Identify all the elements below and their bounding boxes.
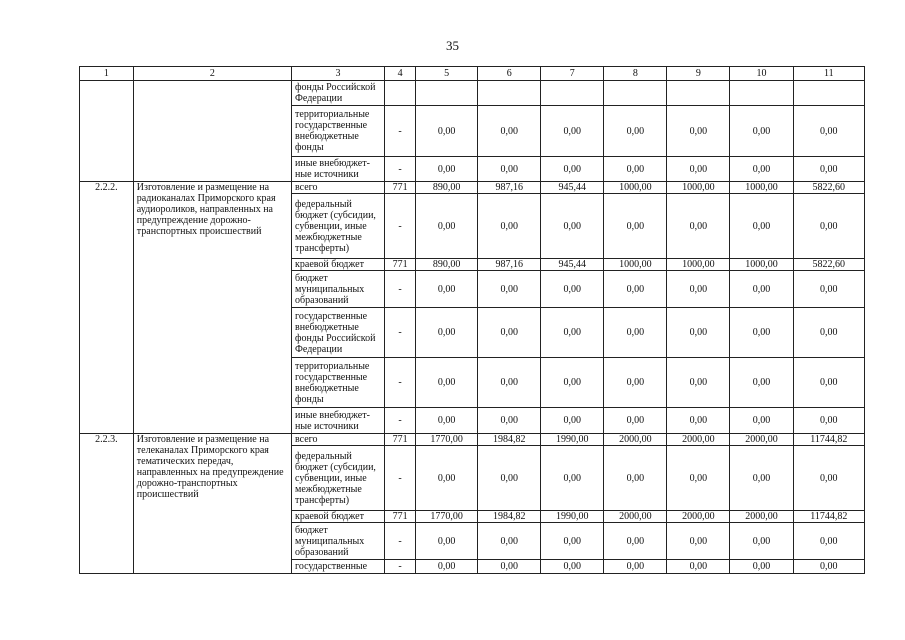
value-cell: 0,00 bbox=[416, 194, 478, 259]
value-cell: 1770,00 bbox=[416, 434, 478, 446]
value-cell: 0,00 bbox=[541, 408, 604, 434]
value-cell bbox=[416, 81, 478, 106]
value-cell: 0,00 bbox=[793, 194, 864, 259]
table-row bbox=[80, 81, 865, 106]
value-cell: 0,00 bbox=[541, 446, 604, 511]
budget-code-cell: 771 bbox=[385, 182, 416, 194]
value-cell bbox=[730, 81, 793, 106]
funding-source-cell: краевой бюджет bbox=[292, 511, 385, 523]
value-cell: 0,00 bbox=[478, 523, 541, 560]
value-cell: 0,00 bbox=[416, 271, 478, 308]
budget-code-cell: - bbox=[385, 106, 416, 157]
value-cell: 0,00 bbox=[416, 523, 478, 560]
value-cell: 0,00 bbox=[793, 446, 864, 511]
value-cell: 987,16 bbox=[478, 259, 541, 271]
budget-code-cell: - bbox=[385, 358, 416, 408]
value-cell: 0,00 bbox=[416, 308, 478, 358]
value-cell: 987,16 bbox=[478, 182, 541, 194]
funding-source-cell: иные внебюджет-ные источники bbox=[292, 408, 385, 434]
value-cell: 0,00 bbox=[793, 560, 864, 574]
budget-code-cell: 771 bbox=[385, 434, 416, 446]
value-cell: 0,00 bbox=[416, 408, 478, 434]
funding-source-cell: всего bbox=[292, 434, 385, 446]
value-cell: 0,00 bbox=[541, 308, 604, 358]
value-cell: 0,00 bbox=[667, 560, 730, 574]
value-cell: 1000,00 bbox=[730, 182, 793, 194]
budget-code-cell: - bbox=[385, 560, 416, 574]
value-cell: 0,00 bbox=[604, 523, 667, 560]
value-cell: 1000,00 bbox=[604, 182, 667, 194]
value-cell: 0,00 bbox=[793, 523, 864, 560]
value-cell: 945,44 bbox=[541, 182, 604, 194]
table-row bbox=[80, 434, 865, 446]
budget-code-cell: - bbox=[385, 157, 416, 182]
value-cell bbox=[793, 81, 864, 106]
value-cell: 0,00 bbox=[541, 560, 604, 574]
budget-code-cell bbox=[385, 81, 416, 106]
budget-code-cell: - bbox=[385, 194, 416, 259]
value-cell: 0,00 bbox=[667, 157, 730, 182]
value-cell bbox=[667, 81, 730, 106]
value-cell: 2000,00 bbox=[604, 434, 667, 446]
value-cell: 0,00 bbox=[541, 358, 604, 408]
table-row bbox=[80, 182, 865, 194]
value-cell: 0,00 bbox=[793, 106, 864, 157]
value-cell: 0,00 bbox=[478, 157, 541, 182]
value-cell: 0,00 bbox=[730, 446, 793, 511]
value-cell: 1000,00 bbox=[667, 182, 730, 194]
value-cell bbox=[541, 81, 604, 106]
value-cell: 0,00 bbox=[416, 446, 478, 511]
funding-source-cell: территориальные государственные внебюджетные фонды bbox=[292, 358, 385, 408]
budget-code-cell: - bbox=[385, 446, 416, 511]
value-cell: 0,00 bbox=[730, 523, 793, 560]
value-cell: 0,00 bbox=[667, 446, 730, 511]
value-cell: 0,00 bbox=[604, 106, 667, 157]
value-cell: 5822,60 bbox=[793, 259, 864, 271]
header-cell: 1 bbox=[80, 67, 134, 81]
value-cell: 1000,00 bbox=[604, 259, 667, 271]
value-cell: 0,00 bbox=[667, 358, 730, 408]
value-cell: 890,00 bbox=[416, 259, 478, 271]
value-cell: 0,00 bbox=[793, 308, 864, 358]
value-cell: 0,00 bbox=[478, 560, 541, 574]
header-cell: 9 bbox=[667, 67, 730, 81]
value-cell: 0,00 bbox=[416, 157, 478, 182]
header-cell: 7 bbox=[541, 67, 604, 81]
funding-source-cell: федеральный бюджет (субсидии, субвенции, иные межбюджетные трансферты) bbox=[292, 446, 385, 511]
value-cell: 0,00 bbox=[541, 523, 604, 560]
header-cell: 2 bbox=[133, 67, 291, 81]
value-cell: 0,00 bbox=[730, 157, 793, 182]
value-cell: 0,00 bbox=[604, 408, 667, 434]
item-number-cell bbox=[80, 81, 134, 182]
value-cell bbox=[478, 81, 541, 106]
header-cell: 11 bbox=[793, 67, 864, 81]
value-cell: 1990,00 bbox=[541, 434, 604, 446]
funding-source-cell: бюджет муниципальных образований bbox=[292, 523, 385, 560]
value-cell: 890,00 bbox=[416, 182, 478, 194]
value-cell: 0,00 bbox=[604, 560, 667, 574]
value-cell: 0,00 bbox=[604, 446, 667, 511]
value-cell: 0,00 bbox=[604, 358, 667, 408]
budget-code-cell: - bbox=[385, 408, 416, 434]
header-cell: 10 bbox=[730, 67, 793, 81]
value-cell: 1990,00 bbox=[541, 511, 604, 523]
value-cell: 945,44 bbox=[541, 259, 604, 271]
value-cell: 0,00 bbox=[793, 358, 864, 408]
value-cell: 11744,82 bbox=[793, 434, 864, 446]
value-cell: 0,00 bbox=[667, 408, 730, 434]
value-cell: 0,00 bbox=[667, 106, 730, 157]
budget-code-cell: - bbox=[385, 271, 416, 308]
budget-code-cell: 771 bbox=[385, 511, 416, 523]
value-cell: 0,00 bbox=[793, 408, 864, 434]
value-cell: 0,00 bbox=[730, 271, 793, 308]
value-cell: 0,00 bbox=[541, 106, 604, 157]
value-cell: 0,00 bbox=[416, 358, 478, 408]
value-cell: 0,00 bbox=[793, 157, 864, 182]
value-cell: 0,00 bbox=[730, 308, 793, 358]
item-name-cell: Изготовление и размещение на радиоканалах Приморского края аудиороликов, направленных на предупреждение дорожно-транспортных происшествий bbox=[133, 182, 291, 434]
value-cell: 0,00 bbox=[416, 560, 478, 574]
budget-code-cell: 771 bbox=[385, 259, 416, 271]
value-cell: 2000,00 bbox=[667, 434, 730, 446]
value-cell bbox=[604, 81, 667, 106]
header-cell: 6 bbox=[478, 67, 541, 81]
page-number: 35 bbox=[446, 38, 459, 53]
item-name-cell: Изготовление и размещение на телеканалах Приморского края тематических передач, направленных на предупреждение дорожно-транспортных происшествий bbox=[133, 434, 291, 574]
funding-source-cell: федеральный бюджет (субсидии, субвенции, иные межбюджетные трансферты) bbox=[292, 194, 385, 259]
funding-source-cell: территориальные государственные внебюджетные фонды bbox=[292, 106, 385, 157]
value-cell: 1000,00 bbox=[730, 259, 793, 271]
value-cell: 11744,82 bbox=[793, 511, 864, 523]
item-number-cell: 2.2.3. bbox=[80, 434, 134, 574]
funding-source-cell: государственные внебюджетные фонды Российской Федерации bbox=[292, 308, 385, 358]
value-cell: 0,00 bbox=[730, 194, 793, 259]
value-cell: 0,00 bbox=[667, 271, 730, 308]
value-cell: 5822,60 bbox=[793, 182, 864, 194]
value-cell: 0,00 bbox=[667, 194, 730, 259]
value-cell: 0,00 bbox=[730, 106, 793, 157]
value-cell: 2000,00 bbox=[730, 511, 793, 523]
value-cell: 0,00 bbox=[604, 271, 667, 308]
value-cell: 1770,00 bbox=[416, 511, 478, 523]
budget-code-cell: - bbox=[385, 308, 416, 358]
value-cell: 0,00 bbox=[541, 157, 604, 182]
budget-table bbox=[79, 66, 865, 574]
table-body bbox=[80, 67, 865, 574]
funding-source-cell: бюджет муниципальных образований bbox=[292, 271, 385, 308]
value-cell: 1000,00 bbox=[667, 259, 730, 271]
value-cell: 0,00 bbox=[604, 157, 667, 182]
value-cell: 0,00 bbox=[730, 560, 793, 574]
value-cell: 2000,00 bbox=[730, 434, 793, 446]
budget-code-cell: - bbox=[385, 523, 416, 560]
value-cell: 0,00 bbox=[478, 271, 541, 308]
funding-source-cell: всего bbox=[292, 182, 385, 194]
value-cell: 1984,82 bbox=[478, 511, 541, 523]
funding-source-cell: иные внебюджет-ные источники bbox=[292, 157, 385, 182]
header-cell: 3 bbox=[292, 67, 385, 81]
item-number-cell: 2.2.2. bbox=[80, 182, 134, 434]
value-cell: 1984,82 bbox=[478, 434, 541, 446]
value-cell: 0,00 bbox=[478, 408, 541, 434]
funding-source-cell: фонды Российской Федерации bbox=[292, 81, 385, 106]
value-cell: 2000,00 bbox=[604, 511, 667, 523]
value-cell: 0,00 bbox=[730, 408, 793, 434]
value-cell: 2000,00 bbox=[667, 511, 730, 523]
value-cell: 0,00 bbox=[416, 106, 478, 157]
value-cell: 0,00 bbox=[730, 358, 793, 408]
value-cell: 0,00 bbox=[478, 194, 541, 259]
header-row bbox=[80, 67, 865, 81]
value-cell: 0,00 bbox=[667, 308, 730, 358]
header-cell: 4 bbox=[385, 67, 416, 81]
value-cell: 0,00 bbox=[793, 271, 864, 308]
value-cell: 0,00 bbox=[478, 106, 541, 157]
item-name-cell bbox=[133, 81, 291, 182]
value-cell: 0,00 bbox=[604, 308, 667, 358]
funding-source-cell: государственные bbox=[292, 560, 385, 574]
header-cell: 8 bbox=[604, 67, 667, 81]
value-cell: 0,00 bbox=[541, 271, 604, 308]
value-cell: 0,00 bbox=[604, 194, 667, 259]
value-cell: 0,00 bbox=[478, 308, 541, 358]
value-cell: 0,00 bbox=[478, 358, 541, 408]
funding-source-cell: краевой бюджет bbox=[292, 259, 385, 271]
value-cell: 0,00 bbox=[541, 194, 604, 259]
value-cell: 0,00 bbox=[667, 523, 730, 560]
value-cell: 0,00 bbox=[478, 446, 541, 511]
header-cell: 5 bbox=[416, 67, 478, 81]
